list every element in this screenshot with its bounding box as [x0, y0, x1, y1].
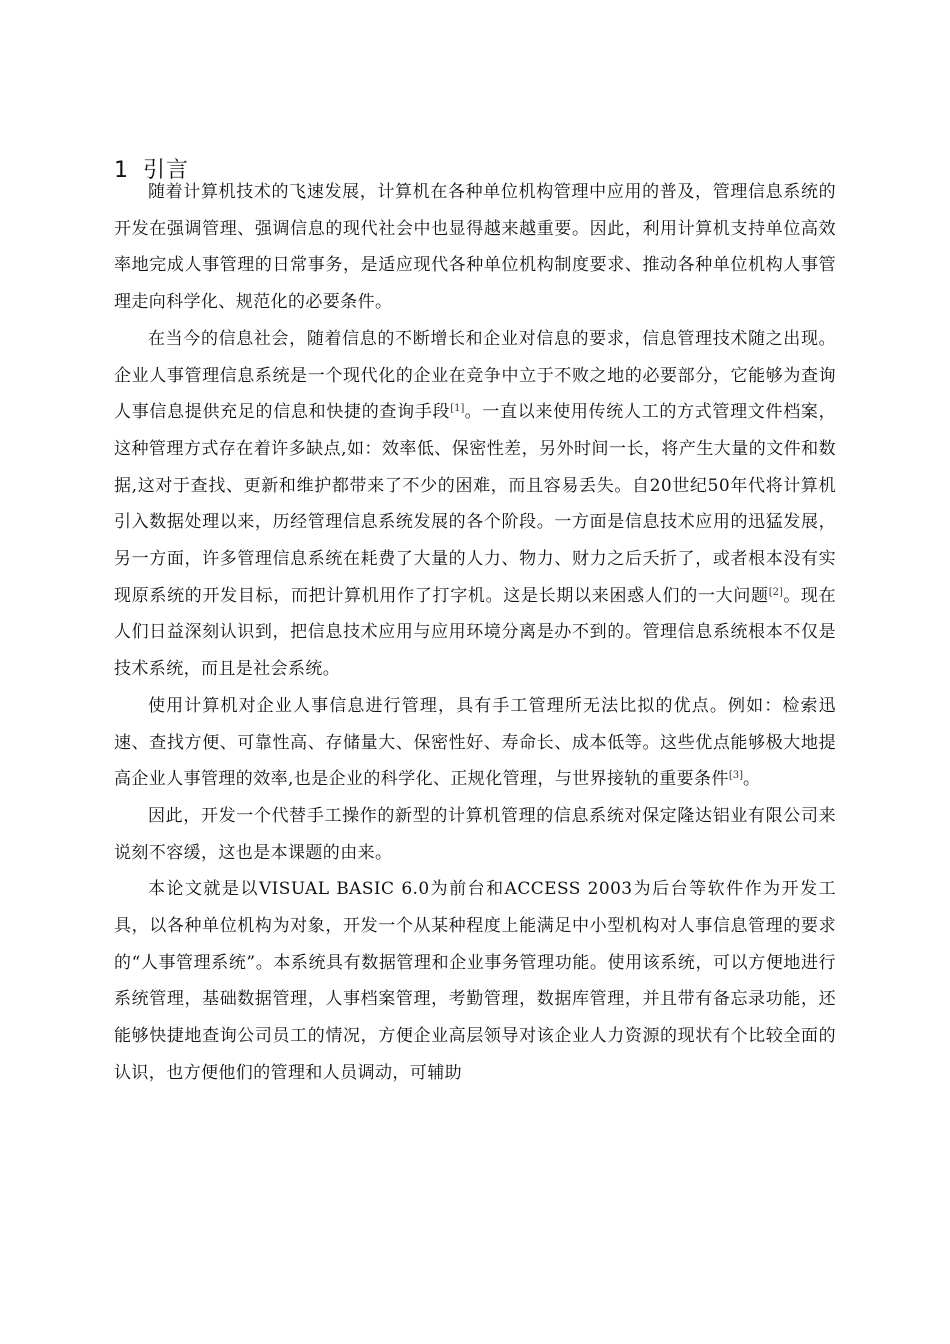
paragraph-text: 使用计算机对企业人事信息进行管理，具有手工管理所无法比拟的优点。例如：检索迅速、查找方便、可靠性高、存储量大、保密性好、寿命长、成本低等。这些优点能够极大地提高企业人事管理的效率,也是企业的科学化、正规化管理，与世界接轨的重要条件 — [114, 695, 836, 790]
paragraph-text: 。现在人们日益深刻认识到，把信息技术应用与应用环境分离是办不到的。管理信息系统根本不仅是技术系统，而且是社会系统。 — [114, 585, 836, 680]
paragraph-3 — [114, 688, 836, 798]
paragraph-text: 。一直以来使用传统人工的方式管理文件档案，这种管理方式存在着许多缺点,如：效率低、保密性差，另外时间一长，将产生大量的文件和数据,这对于查找、更新和维护都带来了不少的困难，而且容易丢失。自20世纪50年代将计算机引入数据处理以来，历经管理信息系统发展的各个阶段。一方面是信息技术应用的迅猛发展，另一方面，许多管理信息系统在耗费了大量的人力、物力、财力之后夭折了，或者根本没有实现原系统的开发目标，而把计算机用作了打字机。这是长期以来困惑人们的一大问题 — [114, 402, 836, 606]
section-number: 1 — [114, 158, 129, 183]
paragraph-1 — [114, 174, 836, 321]
paragraph-text: 因此，开发一个代替手工操作的新型的计算机管理的信息系统对保定隆达铝业有限公司来说刻不容缓，这也是本课题的由来。 — [114, 805, 836, 863]
citation-marker: [1] — [450, 403, 465, 415]
paragraph-text: 在当今的信息社会，随着信息的不断增长和企业对信息的要求，信息管理技术随之出现。企业人事管理信息系统是一个现代化的企业在竞争中立于不败之地的必要部分，它能够为查询人事信息提供充足的信息和快捷的查询手段 — [114, 328, 836, 423]
citation-marker: [2] — [768, 586, 783, 598]
paragraph-text: 随着计算机技术的飞速发展，计算机在各种单位机构管理中应用的普及，管理信息系统的开发在强调管理、强调信息的现代社会中也显得越来越重要。因此，利用计算机支持单位高效率地完成人事管理的日常事务，是适应现代各种单位机构制度要求、推动各种单位机构人事管理走向科学化、规范化的必要条件。 — [114, 182, 836, 313]
body-text — [114, 174, 836, 1092]
paragraph-5 — [114, 871, 836, 1091]
paragraph-text: 本论文就是以VISUAL BASIC 6.0为前台和ACCESS 2003为后台等软件作为开发工具，以各种单位机构为对象，开发一个从某种程度上能满足中小型机构对人事信息管理的要求的“人事管理系统”。本系统具有数据管理和企业事务管理功能。使用该系统，可以方便地进行系统管理，基础数据管理，人事档案管理，考勤管理，数据库管理，并且带有备忘录功能，还能够快捷地查询公司员工的情况，方便企业高层领导对该企业人力资源的现状有个比较全面的认识，也方便他们的管理和人员调动，可辅助 — [114, 879, 836, 1083]
paragraph-4 — [114, 798, 836, 871]
section-title: 引言 — [143, 158, 190, 183]
paragraph-text: 。 — [742, 769, 761, 790]
citation-marker: [3] — [728, 770, 743, 782]
paragraph-2 — [114, 321, 836, 688]
